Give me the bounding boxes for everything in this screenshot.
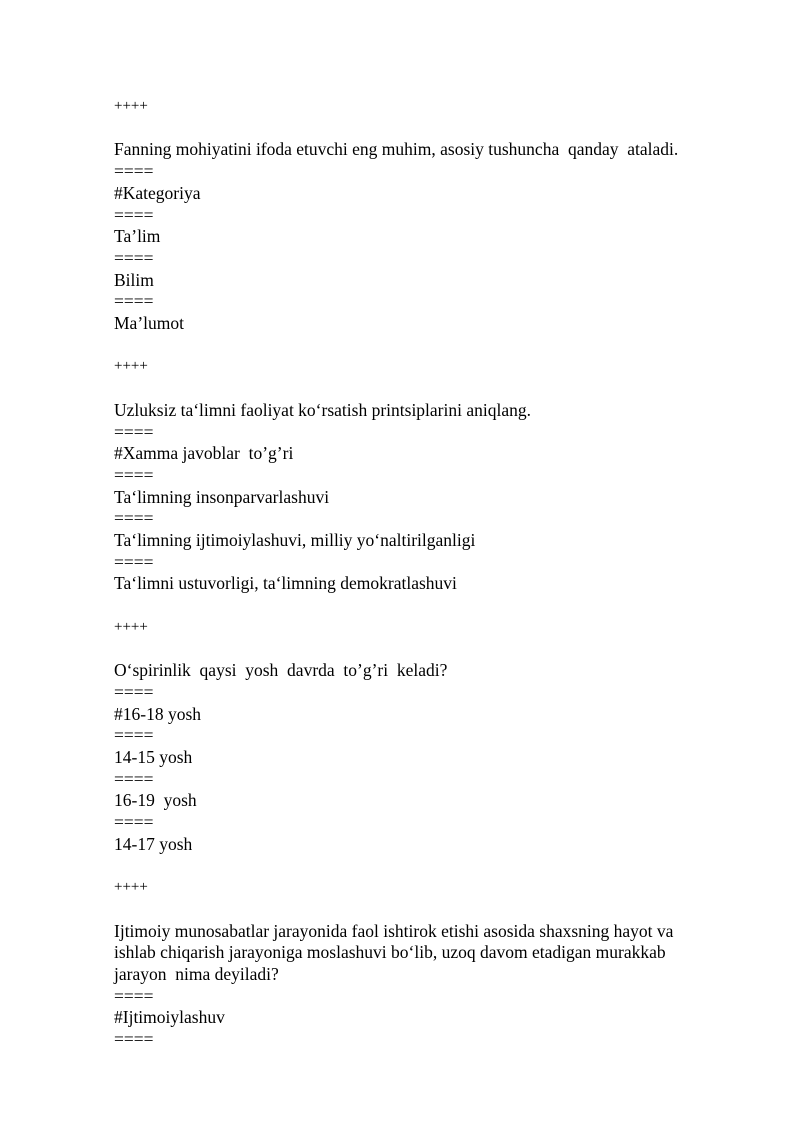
document-content <box>114 96 734 1051</box>
separator: ==== <box>114 204 154 225</box>
question-text-line: Ijtimoiy munosabatlar jarayonida faol ishtirok etishi asosida shaxsning hayot va <box>114 920 674 941</box>
separator: ==== <box>114 421 154 442</box>
separator: ==== <box>114 464 154 485</box>
question-block <box>114 617 734 877</box>
separator: ==== <box>114 291 154 312</box>
question-text-line: ishlab chiqarish jarayoniga moslashuvi bo‘lib, uzoq davom etadigan murakkab <box>114 942 666 963</box>
block-marker: ++++ <box>114 879 148 896</box>
separator: ==== <box>114 681 154 702</box>
answer-option: Ta‘limni ustuvorligi, ta‘limning demokratlashuvi <box>114 573 457 594</box>
question-text: Fanning mohiyatini ifoda etuvchi eng muhim, asosiy tushuncha qanday ataladi. <box>114 139 679 160</box>
answer-option: Ma’lumot <box>114 313 184 334</box>
separator: ==== <box>114 725 154 746</box>
question-block <box>114 96 734 356</box>
answer-option: Bilim <box>114 269 154 290</box>
separator: ==== <box>114 812 154 833</box>
correct-answer: #Xamma javoblar to’g’ri <box>114 443 294 464</box>
question-text: Uzluksiz ta‘limni faoliyat ko‘rsatish printsiplarini aniqlang. <box>114 399 531 420</box>
block-marker: ++++ <box>114 618 148 635</box>
answer-option: Ta‘limning ijtimoiylashuvi, milliy yo‘naltirilganligi <box>114 530 476 551</box>
question-block <box>114 877 734 1051</box>
question-text-line: jarayon nima deyiladi? <box>114 964 279 985</box>
separator: ==== <box>114 1029 154 1050</box>
answer-option: Ta‘limning insonparvarlashuvi <box>114 486 330 507</box>
separator: ==== <box>114 551 154 572</box>
separator: ==== <box>114 161 154 182</box>
separator: ==== <box>114 247 154 268</box>
separator: ==== <box>114 768 154 789</box>
answer-option: 14-15 yosh <box>114 747 193 768</box>
question-text: O‘spirinlik qaysi yosh davrda to’g’ri keladi? <box>114 660 448 681</box>
block-marker: ++++ <box>114 358 148 375</box>
answer-option: Ta’lim <box>114 226 161 247</box>
block-marker: ++++ <box>114 98 148 114</box>
correct-answer: #Kategoriya <box>114 182 201 203</box>
separator: ==== <box>114 508 154 529</box>
answer-option: 14-17 yosh <box>114 833 193 854</box>
question-block <box>114 356 734 616</box>
separator: ==== <box>114 985 154 1006</box>
correct-answer: #16-18 yosh <box>114 703 202 724</box>
answer-option: 16-19 yosh <box>114 790 197 811</box>
correct-answer: #Ijtimoiylashuv <box>114 1007 225 1028</box>
